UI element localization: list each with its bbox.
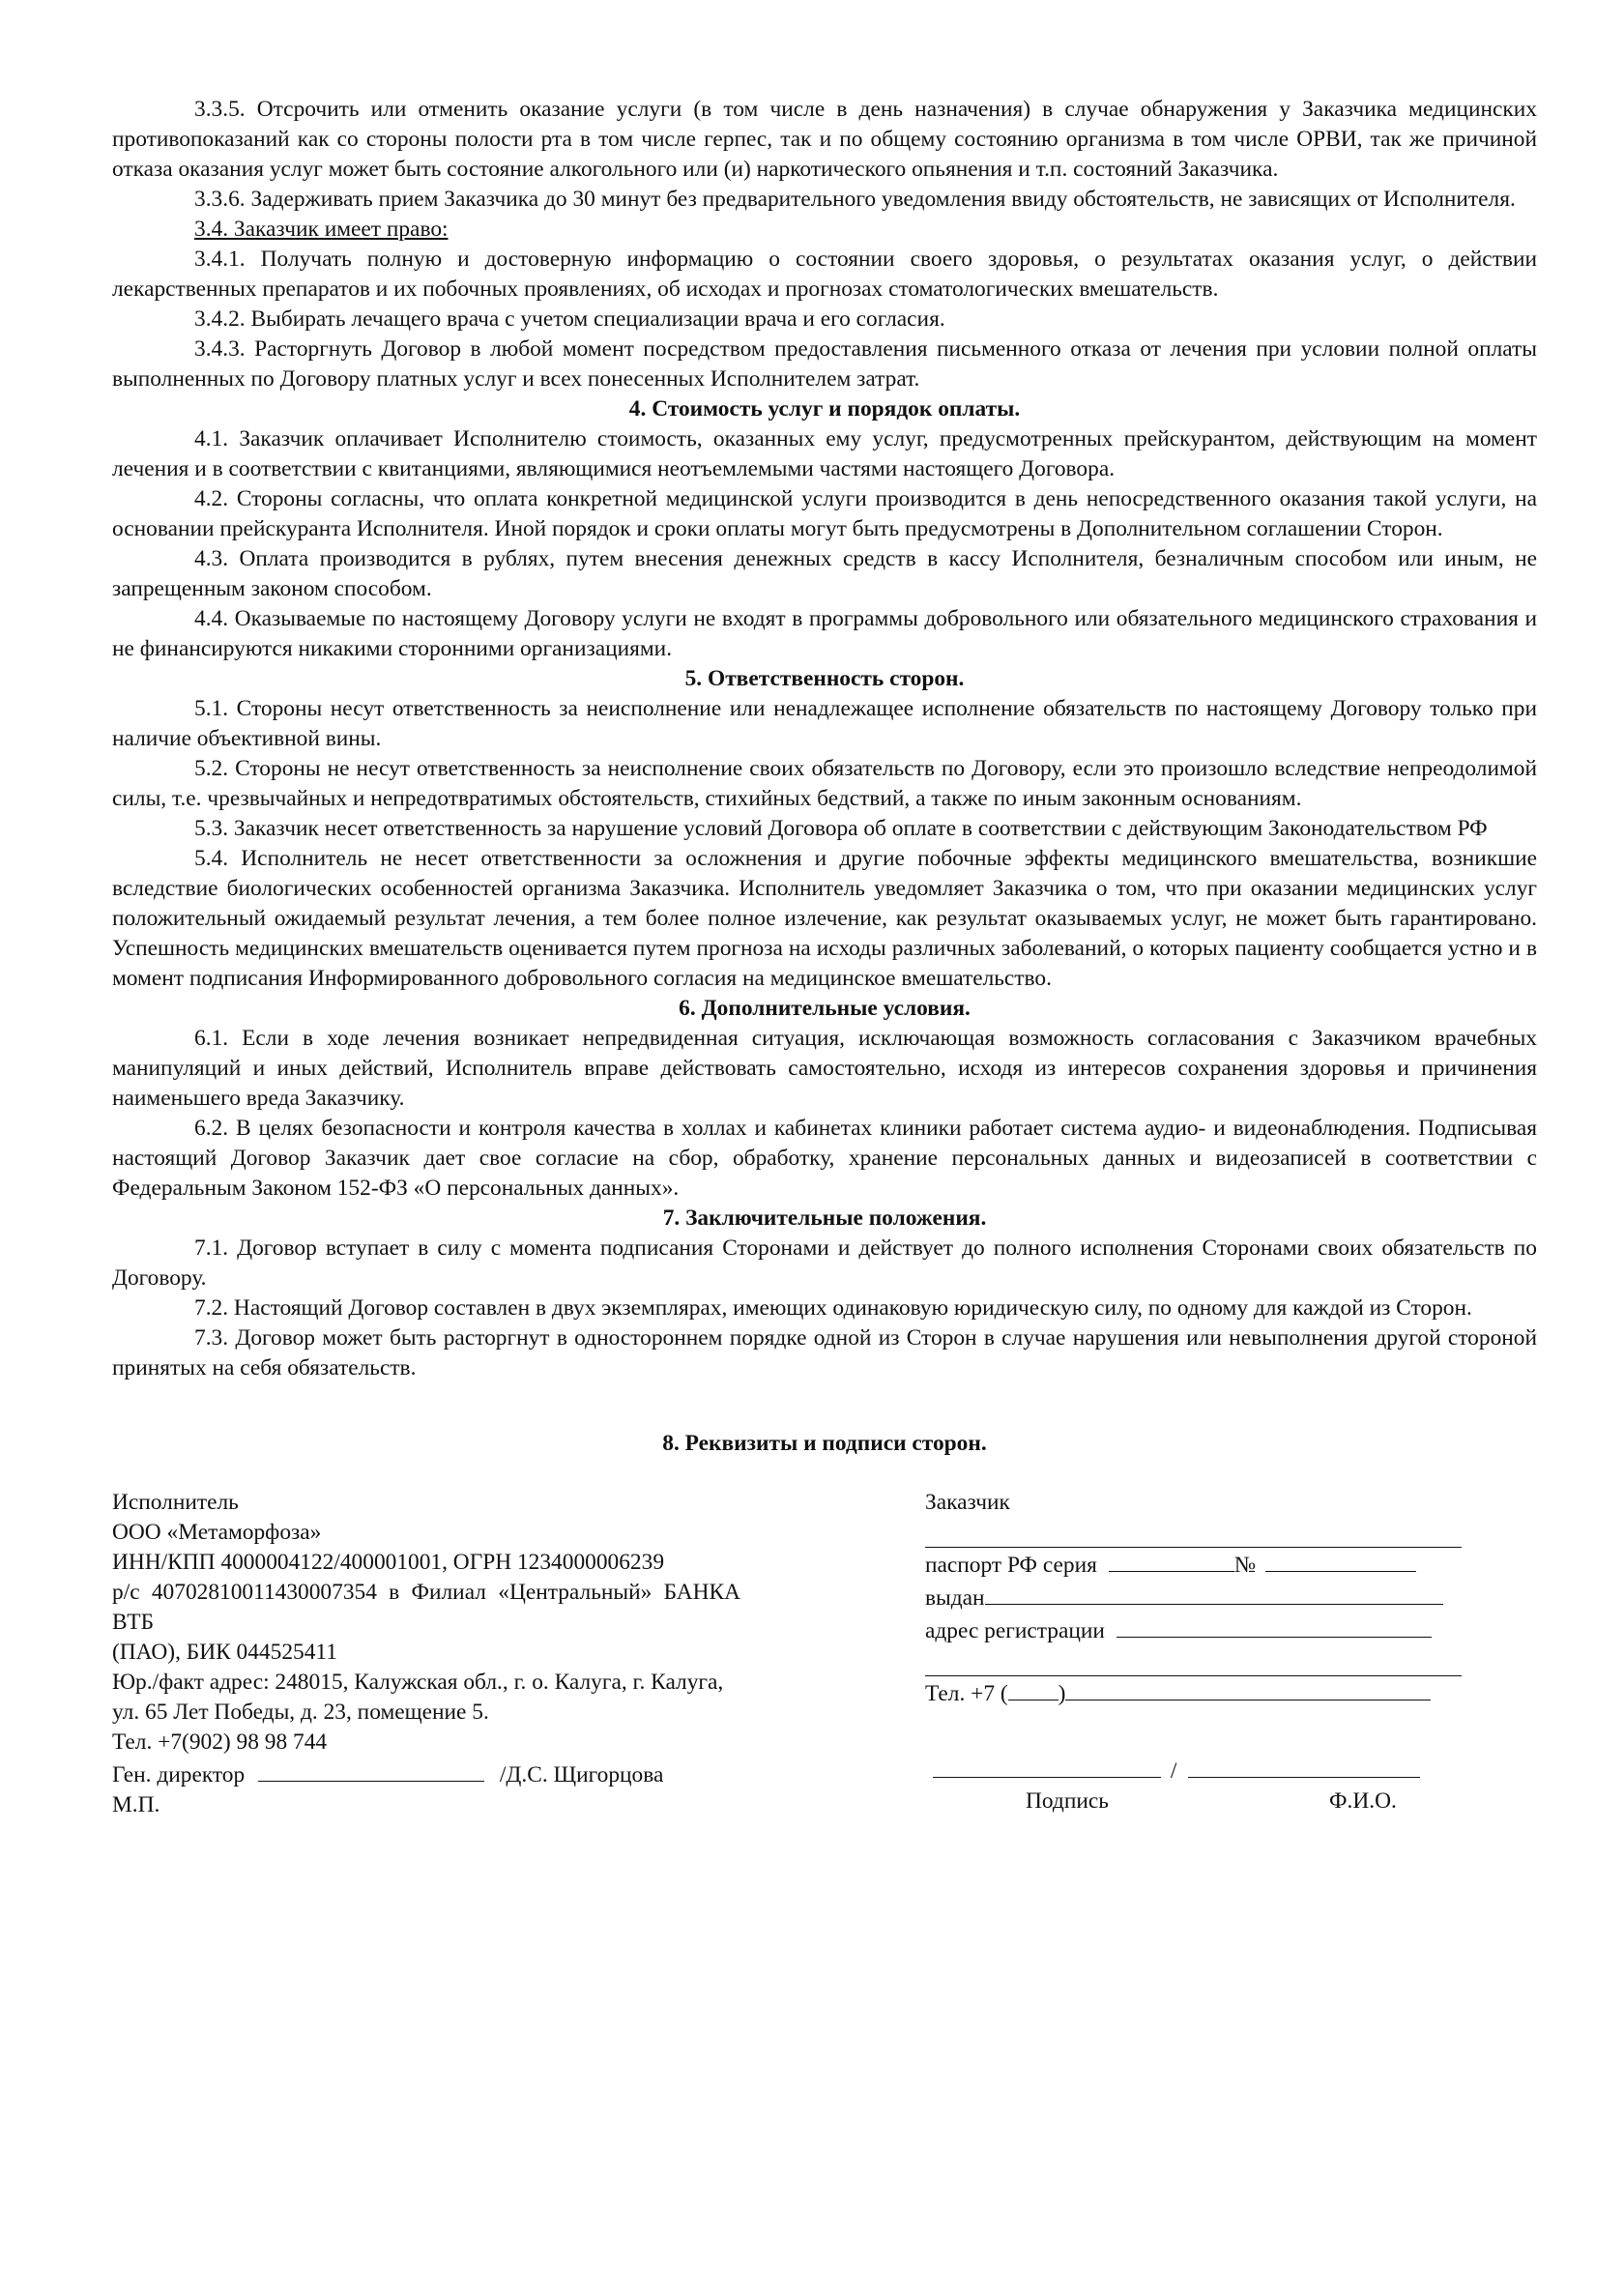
signature-captions bbox=[925, 1787, 1462, 1816]
customer-phone-line bbox=[925, 1676, 1462, 1709]
passport-number-sign: № bbox=[1233, 1553, 1257, 1578]
clause-3-4-2: 3.4.2. Выбирать лечащего врача с учетом специализации врача и его согласия. bbox=[194, 306, 945, 332]
clause-4-1: 4.1. Заказчик оплачивает Исполнителю стоимость, оказанных ему услуг, предусмотренных прейскурантом, действующим на момент лечения и в соответствии с квитанциями, являющимися неотъемлемыми частями настоящего Договора. bbox=[112, 426, 1537, 481]
customer-signature-blank bbox=[933, 1754, 1161, 1778]
executor-phone: Тел. +7(902) 98 98 744 bbox=[112, 1729, 328, 1755]
section-4-heading: 4. Стоимость услуг и порядок оплаты. bbox=[628, 396, 1021, 421]
clause-4-2: 4.2. Стороны согласны, что оплата конкретной медицинской услуги производится в день непосредственного оказания такой услуги, на основании прейскуранта Исполнителя. Иной порядок и сроки оплаты могут быть предусмотрены в Дополнительном соглашении Сторон. bbox=[112, 486, 1537, 541]
clause-5-1: 5.1. Стороны несут ответственность за неисполнение или ненадлежащее исполнение обязательств по настоящему Договору только при наличие объективной вины. bbox=[112, 696, 1537, 751]
clause-5-3: 5.3. Заказчик несет ответственность за нарушение условий Договора об оплате в соответствии с действующим Законодательством РФ bbox=[194, 816, 1488, 841]
executor-inn: ИНН/КПП 4000004122/400001001, ОГРН 1234000006239 bbox=[112, 1550, 665, 1575]
clause-7-1: 7.1. Договор вступает в силу с момента подписания Сторонами и действует до полного исполнения Сторонами своих обязательств по Договору. bbox=[112, 1235, 1537, 1291]
clause-5-4: 5.4. Исполнитель не несет ответственности за осложнения и другие побочные эффекты медицинского вмешательства, возникшие вследствие биологических особенностей организма Заказчика. Исполнитель уведомляет Заказчика о том, что при оказании медицинских услуг положительный ожидаемый результат лечения, а тем более полное излечение, как результат оказываемых услуг, не может быть гарантировано. Успешность медицинских вмешательств оценивается путем прогноза на исходы различных заболеваний, о которых пациенту сообщается устно и в момент подписания Информированного добровольного согласия на медицинское вмешательство. bbox=[112, 846, 1537, 991]
passport-line bbox=[925, 1548, 1462, 1581]
executor-account-line-1: р/с 40702810011430007354 в Филиал «Центральный» БАНКА ВТБ bbox=[112, 1580, 740, 1635]
executor-requisites bbox=[112, 1488, 740, 1820]
phone-number-blank bbox=[1065, 1676, 1431, 1700]
customer-role: Заказчик bbox=[925, 1490, 1010, 1515]
clause-3-4-3: 3.4.3. Расторгнуть Договор в любой момент посредством предоставления письменного отказа от лечения при условии полной оплаты выполненных по Договору платных услуг и всех понесенных Исполнителем затрат. bbox=[112, 336, 1537, 392]
registration-address-blank-2 bbox=[925, 1646, 1462, 1676]
signature-separator: / bbox=[1170, 1758, 1177, 1784]
signature-caption: Подпись bbox=[1026, 1788, 1109, 1814]
passport-number-blank bbox=[1265, 1548, 1416, 1572]
clause-3-4-1: 3.4.1. Получать полную и достоверную информацию о состоянии своего здоровья, о результатах оказания услуг, о действии лекарственных препаратов и их побочных проявлениях, об исходах и прогнозах стоматологических вмешательств. bbox=[112, 247, 1537, 302]
clause-7-2: 7.2. Настоящий Договор составлен в двух экземплярах, имеющих одинаковую юридическую силу, по одному для каждой из Сторон. bbox=[194, 1295, 1472, 1321]
issued-line bbox=[925, 1581, 1462, 1613]
clause-3-4-heading bbox=[112, 215, 1537, 245]
passport-series-blank bbox=[1109, 1548, 1234, 1572]
registration-address-line bbox=[925, 1613, 1462, 1646]
contract-page bbox=[112, 95, 1537, 1894]
director-name: /Д.С. Щигорцова bbox=[499, 1762, 664, 1787]
clause-4-4: 4.4. Оказываемые по настоящему Договору услуги не входят в программы добровольного или обязательного медицинского страхования и не финансируются никакими сторонними организациями. bbox=[112, 606, 1537, 661]
clause-6-1: 6.1. Если в ходе лечения возникает непредвиденная ситуация, исключающая возможность согласования с Заказчиком врачебных манипуляций и иных действий, Исполнитель вправе действовать самостоятельно, исходя из интересов сохранения здоровья и причинения наименьшего вреда Заказчику. bbox=[112, 1026, 1537, 1111]
customer-phone-paren: ) bbox=[1058, 1681, 1066, 1706]
registration-address-blank bbox=[1116, 1613, 1432, 1638]
director-signature-blank bbox=[258, 1758, 484, 1782]
customer-name-blank bbox=[925, 1518, 1462, 1548]
clause-3-3-5: 3.3.5. Отсрочить или отменить оказание услуги (в том числе в день назначения) в случае обнаружения у Заказчика медицинских противопоказаний как со стороны полости рта в том числе герпес, так и по общему состоянию организма в том числе ОРВИ, так же причиной отказа оказания услуг может быть состояние алкогольного или (и) наркотического опьянения и т.п. состояний Заказчика. bbox=[112, 97, 1537, 182]
customer-signature-line bbox=[925, 1754, 1462, 1787]
clause-4-3: 4.3. Оплата производится в рублях, путем внесения денежных средств в кассу Исполнителя, безналичным способом или иным, не запрещенным законом способом. bbox=[112, 546, 1537, 601]
executor-address-line-1: Юр./факт адрес: 248015, Калужская обл., г. о. Калуга, г. Калуга, bbox=[112, 1670, 724, 1695]
registration-address-label: адрес регистрации bbox=[925, 1618, 1105, 1643]
section-5-heading: 5. Ответственность сторон. bbox=[684, 666, 965, 691]
executor-account-line-2: (ПАО), БИК 044525411 bbox=[112, 1640, 337, 1665]
clause-3-4-heading-text: 3.4. Заказчик имеет право: bbox=[194, 217, 449, 242]
name-caption: Ф.И.О. bbox=[1329, 1788, 1397, 1814]
executor-name: ООО «Метаморфоза» bbox=[112, 1520, 322, 1545]
clause-3-3-6: 3.3.6. Задерживать прием Заказчика до 30 минут без предварительного уведомления ввиду обстоятельств, не зависящих от Исполнителя. bbox=[194, 187, 1516, 212]
clause-5-2: 5.2. Стороны не несут ответственность за неисполнение своих обязательств по Договору, если это произошло вследствие непреодолимой силы, т.е. чрезвычайных и непредотвратимых обстоятельств, стихийных бедствий, а также по иным законным основаниям. bbox=[112, 756, 1537, 811]
customer-requisites bbox=[925, 1488, 1462, 1816]
director-label: Ген. директор bbox=[112, 1762, 246, 1787]
customer-name-signature-blank bbox=[1188, 1754, 1420, 1778]
executor-role: Исполнитель bbox=[112, 1490, 239, 1515]
issued-label: выдан bbox=[925, 1585, 985, 1611]
issued-blank bbox=[985, 1581, 1443, 1605]
section-8-heading: 8. Реквизиты и подписи сторон. bbox=[662, 1431, 987, 1456]
executor-address-line-2: ул. 65 Лет Победы, д. 23, помещение 5. bbox=[112, 1700, 489, 1725]
stamp-placeholder: М.П. bbox=[112, 1792, 160, 1817]
phone-code-blank bbox=[1008, 1676, 1058, 1700]
director-signature-line bbox=[112, 1758, 740, 1790]
passport-label: паспорт РФ серия bbox=[925, 1553, 1097, 1578]
clause-6-2: 6.2. В целях безопасности и контроля качества в холлах и кабинетах клиники работает система аудио- и видеонаблюдения. Подписывая настоящий Договор Заказчик дает свое согласие на сбор, обработку, хранение персональных данных и видеозаписей в соответствии с Федеральным Законом 152-ФЗ «О персональных данных». bbox=[112, 1116, 1537, 1201]
customer-phone-prefix: Тел. +7 ( bbox=[925, 1681, 1008, 1706]
requisites-block bbox=[112, 1488, 1537, 1894]
clause-7-3: 7.3. Договор может быть расторгнут в одностороннем порядке одной из Сторон в случае нарушения или невыполнения другой стороной принятых на себя обязательств. bbox=[112, 1325, 1537, 1381]
section-6-heading: 6. Дополнительные условия. bbox=[679, 996, 971, 1021]
section-7-heading: 7. Заключительные положения. bbox=[662, 1206, 987, 1231]
